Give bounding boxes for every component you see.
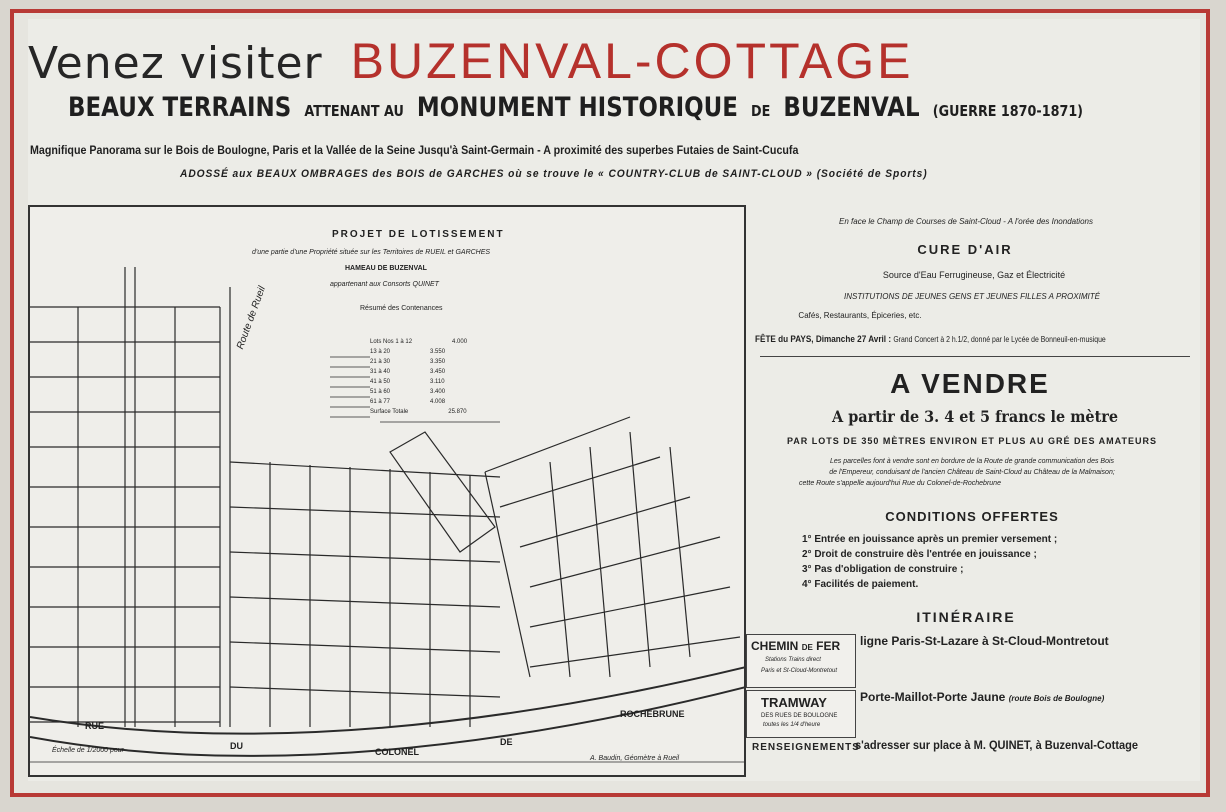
chemin-small2: Paris et St-Cloud-Montretout: [761, 668, 838, 674]
subheadline-e: BUZENVAL: [783, 92, 920, 123]
row-value: 3.400: [430, 389, 446, 395]
street-colonel: COLONEL: [375, 747, 419, 757]
subheadline: [68, 92, 1088, 123]
porte-text: [860, 690, 1104, 704]
map-drawing: [30, 207, 746, 777]
map-recap-table: [370, 337, 467, 417]
subheadline-d: DE: [751, 102, 771, 120]
map-recap-row: [370, 377, 467, 387]
map-subtitle-3: appartenant aux Consorts QUINET: [330, 281, 439, 288]
chemin-title: [751, 639, 840, 653]
renseignements-address: s'adresser sur place à M. QUINET, à Buzenval-Cottage: [855, 738, 1139, 752]
street-rue: RUE: [85, 721, 105, 731]
map-subtitle-1: d'une partie d'une Propriété située sur les Territoires de RUEIL et GARCHES: [252, 249, 491, 256]
row-label: 61 à 77: [370, 399, 391, 405]
row-value: 3.350: [430, 359, 446, 365]
map-recap: Résumé des Contenances: [360, 305, 443, 312]
desc-line-2: de l'Empereur, conduisant de l'ancien Château de Saint-Cloud au Château de la Malmaison;: [829, 469, 1115, 476]
chemin-c: FER: [816, 639, 841, 653]
headline-venez: Venez visiter: [28, 38, 323, 89]
map-recap-row: [370, 387, 467, 397]
map-title: PROJET DE LOTISSEMENT: [332, 229, 505, 240]
map-recap-row: [370, 347, 467, 357]
itineraire-title: ITINÉRAIRE: [916, 609, 1016, 625]
chemin-a: CHEMIN: [751, 639, 799, 653]
subheadline-f: (GUERRE 1870-1871): [932, 102, 1084, 120]
tramway-box: [746, 690, 856, 738]
right-cure-air: CURE D'AIR: [917, 242, 1013, 257]
tramway-title: TRAMWAY: [761, 695, 827, 710]
map-recap-row: [370, 397, 467, 407]
panorama-line: Magnifique Panorama sur le Bois de Boulogne, Paris et la Vallée de la Seine Jusqu'à Saint-Germain - A proximité des superbes Futaies de Saint-Cucufa: [30, 145, 799, 157]
right-fete-b: Grand Concert à 2 h.1/2, donné par le Lycée de Bonneuil-en-musique: [893, 335, 1106, 344]
right-institutions: INSTITUTIONS DE JEUNES GENS ET JEUNES FILLES A PROXIMITÉ: [844, 292, 1100, 301]
tram-small: DES RUES DE BOULOGNE: [761, 713, 838, 719]
porte-main: Porte-Maillot-Porte Jaune: [860, 690, 1006, 704]
street-rochebrune: ROCHEBRUNE: [620, 709, 685, 719]
tram-small2: toutes les 1/4 d'heure: [763, 722, 821, 728]
map-route-rueil: Route de Rueil: [235, 284, 268, 351]
ligne-text: ligne Paris-St-Lazare à St-Cloud-Montretout: [860, 634, 1109, 648]
row-label: 13 à 20: [370, 349, 391, 355]
row-value: 4.000: [452, 339, 468, 345]
row-label: 51 à 60: [370, 389, 391, 395]
conditions-title: CONDITIONS OFFERTES: [885, 509, 1059, 524]
row-label: 31 à 40: [370, 369, 391, 375]
chemin-de-fer-box: [746, 634, 856, 688]
right-fete-a: FÊTE du PAYS, Dimanche 27 Avril :: [755, 334, 892, 345]
renseignements-label: RENSEIGNEMENTS: [752, 742, 860, 753]
row-value: 3.450: [430, 369, 446, 375]
condition-item: 4° Facilités de paiement.: [802, 579, 919, 590]
street-du: DU: [230, 741, 243, 751]
lots-line: PAR LOTS DE 350 MÈTRES ENVIRON ET PLUS AU GRÉ DES AMATEURS: [786, 436, 1158, 446]
row-value: 3.110: [430, 379, 445, 385]
row-value: 4.008: [430, 399, 446, 405]
map-recap-row: [370, 337, 467, 347]
subdivision-map: [28, 205, 746, 777]
row-label: 21 à 30: [370, 359, 391, 365]
a-vendre-heading: A VENDRE: [890, 368, 1050, 399]
subheadline-b: ATTENANT AU: [304, 102, 404, 120]
total-label: Surface Totale: [370, 409, 409, 415]
condition-item: 3° Pas d'obligation de construire ;: [802, 564, 964, 575]
desc-line-3: cette Route s'appelle aujourd'hui Rue du Colonel-de-Rochebrune: [799, 480, 1001, 487]
right-source: Source d'Eau Ferrugineuse, Gaz et Électricité: [882, 270, 1066, 280]
right-divider: [760, 356, 1190, 357]
desc-line-1: Les parcelles font à vendre sont en bordure de la Route de grande communication des Bois: [829, 458, 1115, 465]
condition-item: 1° Entrée en jouissance après un premier versement ;: [802, 534, 1058, 545]
condition-item: 2° Droit de construire dès l'entrée en jouissance ;: [802, 549, 1037, 560]
right-champ-courses: En face le Champ de Courses de Saint-Cloud - A l'orée des Inondations: [839, 217, 1093, 226]
street-de: DE: [500, 737, 513, 747]
headline-brand: BUZENVAL-COTTAGE: [350, 33, 914, 89]
row-value: 3.550: [430, 349, 446, 355]
map-recap-row: [370, 367, 467, 377]
right-cafes: Cafés, Restaurants, Épiceries, etc.: [798, 311, 922, 320]
map-surveyor: A. Baudin, Géomètre à Rueil: [590, 755, 680, 762]
row-label: 41 à 50: [370, 379, 391, 385]
right-fete: [755, 334, 1106, 345]
total-value: 25.870: [448, 409, 467, 415]
map-scale: Échelle de 1/2000 pour: [52, 747, 124, 754]
adosse-line: ADOSSÉ aux BEAUX OMBRAGES des BOIS de GARCHES où se trouve le « COUNTRY-CLUB de SAINT-CLOUD » (Société de Sports): [180, 168, 928, 180]
prix-line: A partir de 3. 4 et 5 francs le mètre: [832, 407, 1118, 426]
subheadline-a: BEAUX TERRAINS: [68, 92, 292, 123]
map-recap-total: [370, 407, 467, 417]
map-recap-row: [370, 357, 467, 367]
headline: [28, 32, 914, 90]
map-subtitle-2: HAMEAU DE BUZENVAL: [345, 265, 427, 272]
porte-sub: (route Bois de Boulogne): [1008, 694, 1105, 703]
conditions-list: [802, 532, 1057, 592]
row-label: Lots Nos 1 à 12: [370, 339, 413, 345]
chemin-b: DE: [801, 643, 813, 652]
chemin-small: Stations Trains direct: [765, 657, 821, 663]
subheadline-c: MONUMENT HISTORIQUE: [416, 92, 738, 123]
